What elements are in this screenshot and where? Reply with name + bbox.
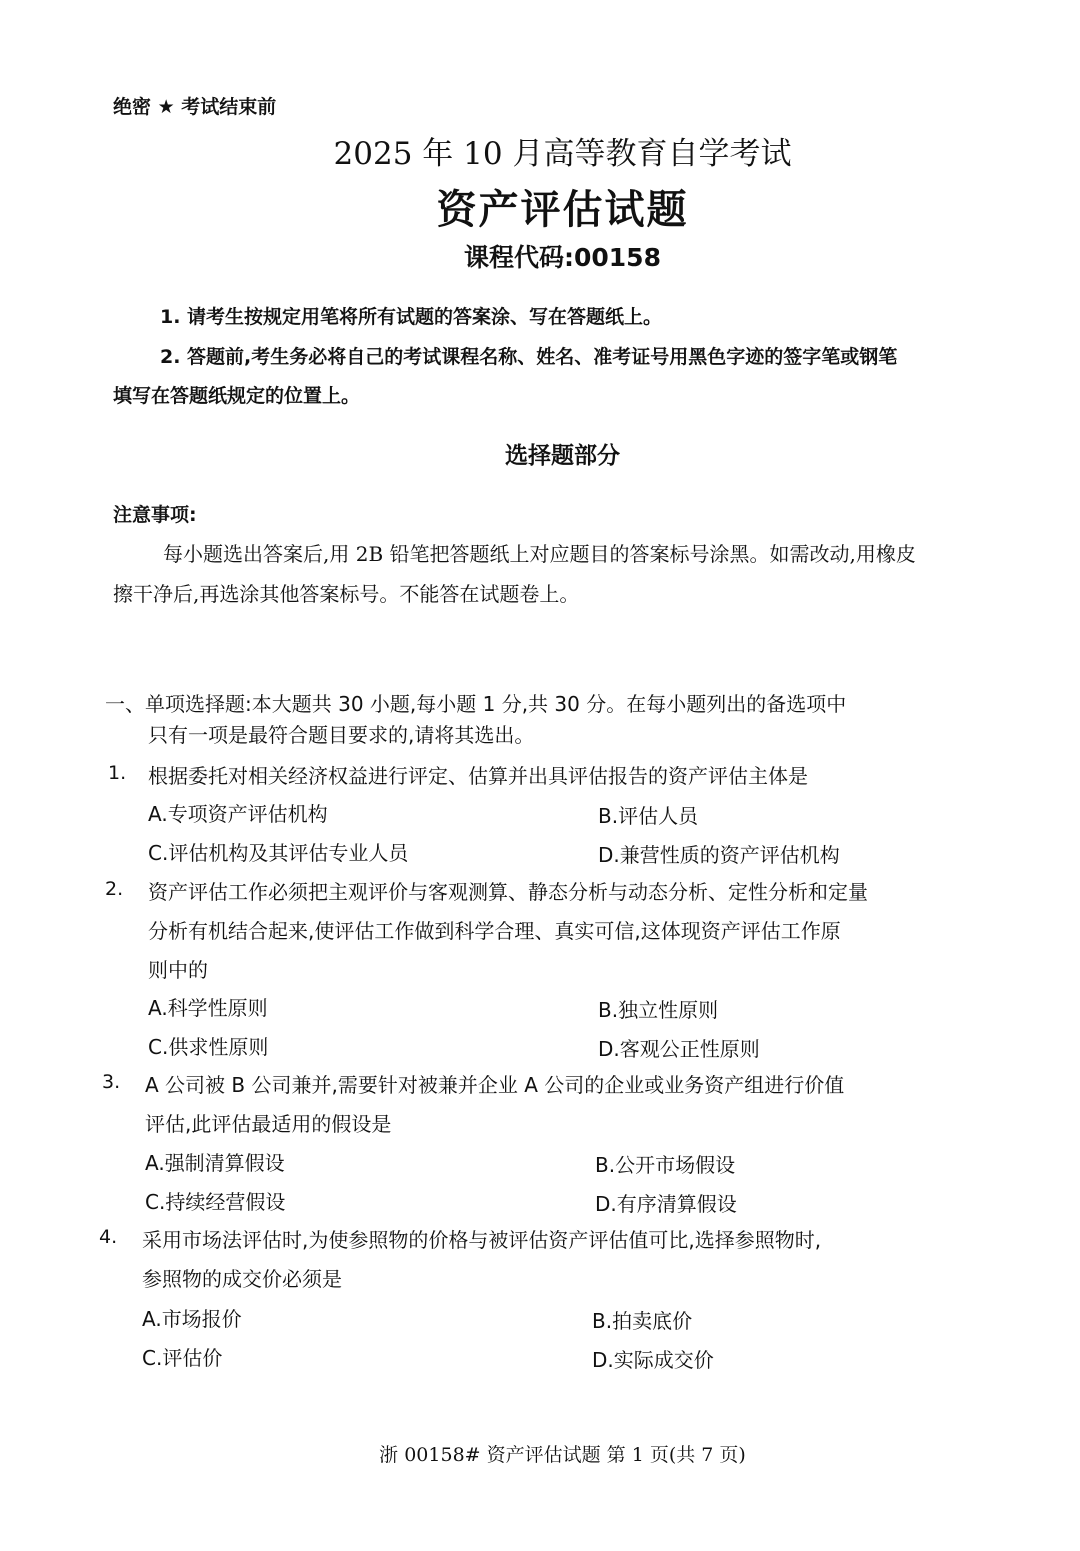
question-text: A 公司被 B 公司兼并,需要针对被兼并企业 A 公司的企业或业务资产组进行价值 (145, 1073, 845, 1097)
question-text: 参照物的成交价必须是 (142, 1267, 342, 1291)
part-one-instructions: 一、单项选择题:本大题共 30 小题,每小题 1 分,共 30 分。在每小题列出的备选项中 (105, 692, 847, 716)
notice-1: 1. 请考生按规定用笔将所有试题的答案涂、写在答题纸上。 (160, 306, 663, 328)
part-one-instructions-continued: 只有一项是最符合题目要求的,请将其选出。 (148, 723, 535, 747)
question-text: 分析有机结合起来,使评估工作做到科学合理、真实可信,这体现资产评估工作原 (148, 919, 841, 943)
option-a: A.强制清算假设 (145, 1151, 285, 1175)
question-number: 2. (105, 878, 124, 900)
option-c: C.供求性原则 (148, 1035, 269, 1059)
option-b: B.公开市场假设 (595, 1153, 736, 1177)
question-text: 评估,此评估最适用的假设是 (145, 1112, 392, 1136)
option-a: A.科学性原则 (148, 996, 268, 1020)
subject-title: 资产评估试题 (436, 187, 689, 233)
section-title: 选择题部分 (505, 443, 620, 469)
confidential-label: 绝密 ★ 考试结束前 (113, 96, 277, 118)
question-number: 1. (108, 762, 127, 784)
attention-title: 注意事项: (113, 504, 197, 526)
notice-2-continued: 填写在答题纸规定的位置上。 (113, 385, 361, 407)
notice-2: 2. 答题前,考生务必将自己的考试课程名称、姓名、准考证号用黑色字迹的签字笔或钢笔 (160, 346, 898, 368)
course-code: 课程代码:00158 (464, 243, 661, 272)
question-text: 则中的 (148, 958, 208, 982)
option-d: D.客观公正性原则 (598, 1037, 760, 1061)
option-c: C.持续经营假设 (145, 1190, 286, 1214)
exam-title: 2025 年 10 月高等教育自学考试 (333, 136, 792, 172)
option-d: D.有序清算假设 (595, 1192, 737, 1216)
question-text: 根据委托对相关经济权益进行评定、估算并出具评估报告的资产评估主体是 (148, 764, 808, 788)
option-b: B.评估人员 (598, 804, 699, 828)
option-d: D.实际成交价 (592, 1348, 714, 1372)
question-number: 4. (99, 1226, 118, 1248)
option-b: B.独立性原则 (598, 998, 719, 1022)
attention-line: 每小题选出答案后,用 2B 铅笔把答题纸上对应题目的答案标号涂黑。如需改动,用橡皮 (163, 542, 916, 566)
question-number: 3. (102, 1071, 121, 1093)
option-a: A.专项资产评估机构 (148, 802, 328, 826)
option-d: D.兼营性质的资产评估机构 (598, 843, 840, 867)
option-a: A.市场报价 (142, 1307, 242, 1331)
page-footer: 浙 00158# 资产评估试题 第 1 页(共 7 页) (379, 1444, 746, 1466)
attention-line: 擦干净后,再选涂其他答案标号。不能答在试题卷上。 (113, 582, 580, 606)
question-text: 资产评估工作必须把主观评价与客观测算、静态分析与动态分析、定性分析和定量 (148, 880, 868, 904)
question-text: 采用市场法评估时,为使参照物的价格与被评估资产评估值可比,选择参照物时, (142, 1228, 822, 1252)
option-b: B.拍卖底价 (592, 1309, 693, 1333)
option-c: C.评估价 (142, 1346, 223, 1370)
option-c: C.评估机构及其评估专业人员 (148, 841, 409, 865)
